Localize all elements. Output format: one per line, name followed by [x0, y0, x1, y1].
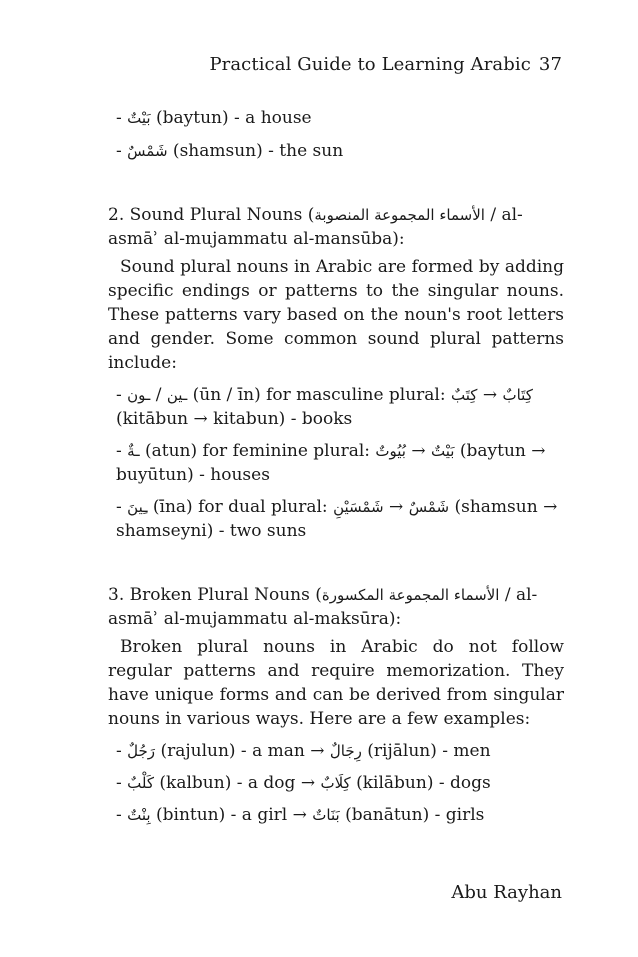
example-item: - بِنْتٌ (bintun) - a girl → بَنَاتٌ (banātun) - girls: [116, 805, 485, 825]
author-footer: Abu Rayhan: [451, 882, 562, 903]
paragraph-sound-plural: Sound plural nouns in Arabic are formed by adding specific endings or patterns to the singular nouns. These patterns vary based on the noun's root letters and gender. Some common sound plural patterns include:: [108, 257, 564, 373]
arabic-term: الأسماء المجموعة المكسورة: [321, 586, 500, 604]
arabic-term: الأسماء المجموعة المنصوبة: [314, 206, 485, 224]
running-header: [209, 54, 562, 75]
example-item: - كَلْبٌ (kalbun) - a dog → كِلَابٌ (kilābun) - dogs: [116, 773, 491, 793]
book-title: Practical Guide to Learning Arabic: [209, 54, 531, 75]
list-item: - شَمْسٌ (shamsun) - the sun: [116, 141, 344, 161]
list-item: - بَيْتٌ (baytun) - a house: [116, 108, 312, 128]
page-number: 37: [538, 54, 562, 75]
paragraph-broken-plural: Broken plural nouns in Arabic do not follow regular patterns and require memorization. They have unique forms and can be derived from singular nouns in various ways. Here are a few examples:: [108, 637, 564, 729]
example-item: - رَجُلٌ (rajulun) - a man → رِجَالٌ (rijālun) - men: [116, 741, 491, 761]
section-heading-broken-plural: 3. Broken Plural Nouns (الأسماء المجموعة المكسورة / al-asmāʾ al-mujammatu al-maksūra):: [108, 585, 538, 629]
page-content: [108, 106, 564, 827]
arabic-word: بَيْتٌ: [127, 109, 151, 127]
example-item: - ـِينَ (īna) for dual plural: شَمْسَيْنِ → شَمْسٌ (shamsun → shamseyni) - two suns: [116, 497, 558, 541]
example-item: - ـةٌ (atun) for feminine plural: بُيُوتٌ → بَيْتٌ (baytun → buyūtun) - houses: [116, 441, 546, 485]
arabic-word: شَمْسٌ: [127, 142, 168, 160]
example-item: - ـون / ـين (ūn / īn) for masculine plural: كِتَبٌ → كِتَابٌ (kitābun → kitabun) - books: [116, 385, 533, 429]
section-heading-sound-plural: 2. Sound Plural Nouns (الأسماء المجموعة المنصوبة / al-asmāʾ al-mujammatu al-mansūba):: [108, 205, 523, 249]
